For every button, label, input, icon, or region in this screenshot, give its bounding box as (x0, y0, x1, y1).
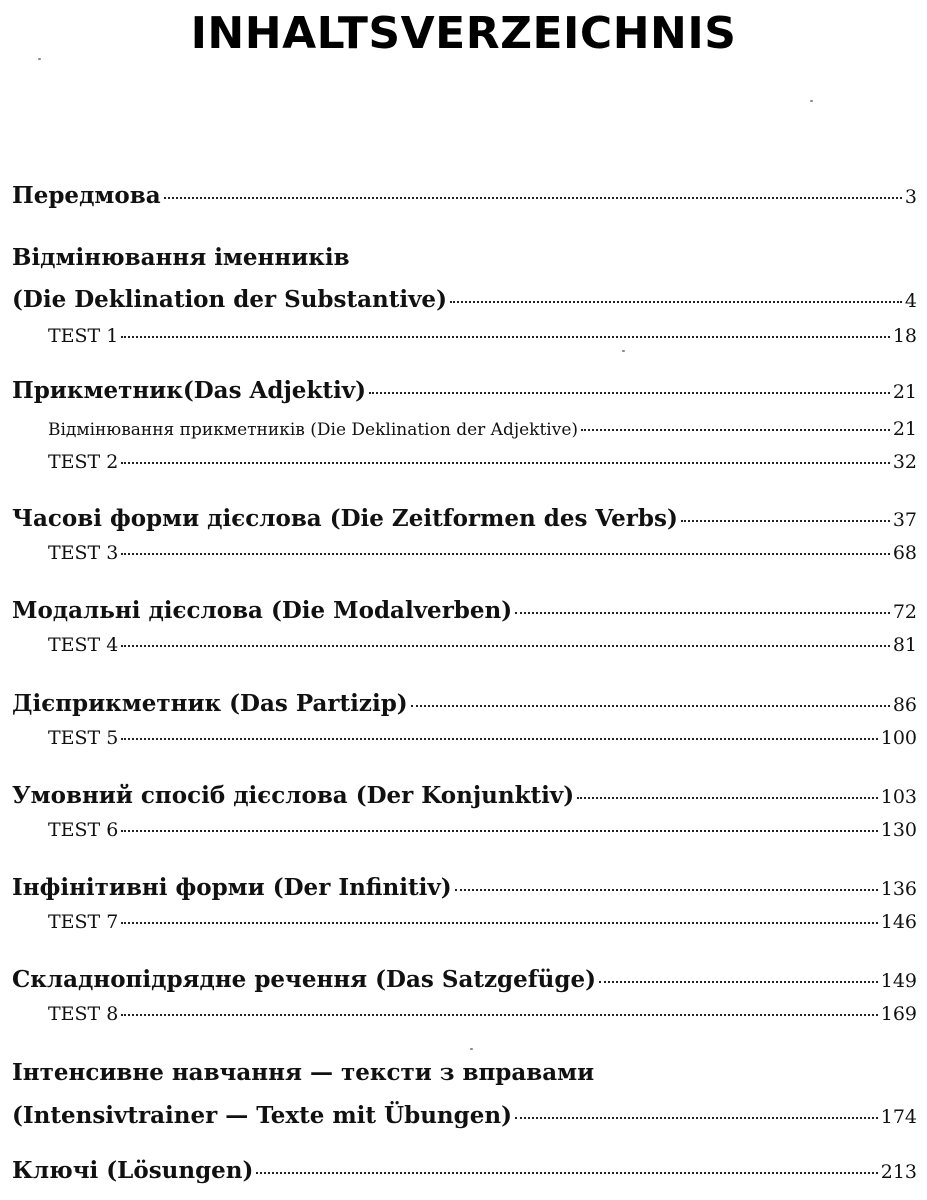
page-title: INHALTSVERZEICHNIS (190, 8, 737, 59)
dot-leader (121, 738, 877, 740)
page-number: 103 (880, 786, 917, 808)
toc-entry-substantive[interactable] (12, 286, 917, 313)
entry-label: TEST 3 (48, 542, 119, 564)
entry-label-line1: Відмінювання іменників (12, 244, 350, 271)
entry-label: Умовний спосіб дієслова (Der Konjunktiv) (12, 782, 575, 809)
entry-label: TEST 1 (48, 325, 119, 347)
dot-leader (121, 336, 889, 338)
dot-leader (599, 981, 878, 983)
page-number: 81 (892, 634, 917, 656)
dot-leader (450, 301, 902, 303)
dot-leader (515, 612, 890, 614)
toc-entry-partizip[interactable] (12, 690, 917, 717)
dot-leader (121, 645, 889, 647)
entry-label: TEST 5 (48, 727, 119, 749)
scan-speck (470, 1048, 473, 1050)
entry-label: TEST 7 (48, 911, 119, 933)
toc-entry-test-8[interactable] (12, 1003, 917, 1025)
dot-leader (515, 1117, 878, 1119)
dot-leader (411, 705, 890, 707)
toc-entry-satzgefuege[interactable] (12, 966, 917, 993)
dot-leader (681, 520, 890, 522)
entry-label: (Die Deklination der Substantive) (12, 286, 447, 313)
toc-entry-modalverben[interactable] (12, 597, 917, 624)
page-number: 18 (892, 325, 917, 347)
page-number: 21 (892, 381, 917, 403)
entry-label: TEST 2 (48, 451, 119, 473)
dot-leader (121, 1014, 877, 1016)
page-number: 86 (892, 694, 917, 716)
toc-entry-intensivtrainer[interactable] (12, 1102, 917, 1129)
page-number: 100 (880, 727, 917, 749)
entry-label-line1: Інтенсивне навчання — тексти з вправами (12, 1059, 595, 1086)
dot-leader (256, 1172, 877, 1174)
entry-label: (Intensivtrainer — Texte mit Übungen) (12, 1102, 512, 1129)
toc-entry-foreword[interactable] (12, 182, 917, 209)
entry-label: Відмінювання прикметників (Die Deklination der Adjektive) (48, 420, 579, 440)
toc-entry-infinitiv[interactable] (12, 874, 917, 901)
scan-speck (622, 350, 625, 352)
toc-entry-test-5[interactable] (12, 727, 917, 749)
entry-label: Передмова (12, 182, 161, 209)
page-number: 146 (880, 911, 917, 933)
entry-label: Дієприкметник (Das Partizip) (12, 690, 408, 717)
page-number: 32 (892, 451, 917, 473)
dot-leader (577, 797, 878, 799)
toc-entry-test-3[interactable] (12, 542, 917, 564)
entry-label: Часові форми дієслова (Die Zeitformen des Verbs) (12, 505, 678, 532)
entry-label: TEST 8 (48, 1003, 119, 1025)
toc-entry-loesungen[interactable] (12, 1157, 917, 1184)
page-number: 169 (880, 1003, 917, 1025)
toc-entry-test-1[interactable] (12, 325, 917, 347)
dot-leader (455, 889, 878, 891)
entry-label: TEST 6 (48, 819, 119, 841)
page-number: 130 (880, 819, 917, 841)
page-number: 149 (880, 970, 917, 992)
toc-entry-adjektiv[interactable] (12, 377, 917, 404)
dot-leader (121, 830, 877, 832)
entry-label: Прикметник(Das Adjektiv) (12, 377, 366, 404)
page-number: 213 (880, 1161, 917, 1183)
entry-label: Ключі (Lösungen) (12, 1157, 254, 1184)
dot-leader (164, 197, 902, 199)
entry-label: TEST 4 (48, 634, 119, 656)
page-number: 37 (892, 509, 917, 531)
page-number: 4 (904, 290, 917, 312)
toc-entry-zeitformen[interactable] (12, 505, 917, 532)
toc-entry-test-7[interactable] (12, 911, 917, 933)
toc-entry-konjunktiv[interactable] (12, 782, 917, 809)
page-number: 68 (892, 542, 917, 564)
entry-label: Інфінітивні форми (Der Infinitiv) (12, 874, 452, 901)
toc-entry-adjektiv-deklination[interactable] (12, 418, 917, 440)
page-number: 3 (904, 186, 917, 208)
dot-leader (121, 553, 889, 555)
page-number: 72 (892, 601, 917, 623)
dot-leader (581, 429, 890, 431)
toc-entry-test-6[interactable] (12, 819, 917, 841)
dot-leader (121, 462, 889, 464)
toc-entry-test-2[interactable] (12, 451, 917, 473)
page-number: 174 (880, 1106, 917, 1128)
dot-leader (369, 392, 890, 394)
scan-speck (810, 100, 813, 102)
entry-label: Модальні дієслова (Die Modalverben) (12, 597, 513, 624)
page-number: 136 (880, 878, 917, 900)
dot-leader (121, 922, 877, 924)
entry-label: Складнопідрядне речення (Das Satzgefüge) (12, 966, 596, 993)
toc-entry-test-4[interactable] (12, 634, 917, 656)
scan-speck (38, 58, 41, 60)
page-number: 21 (892, 418, 917, 440)
